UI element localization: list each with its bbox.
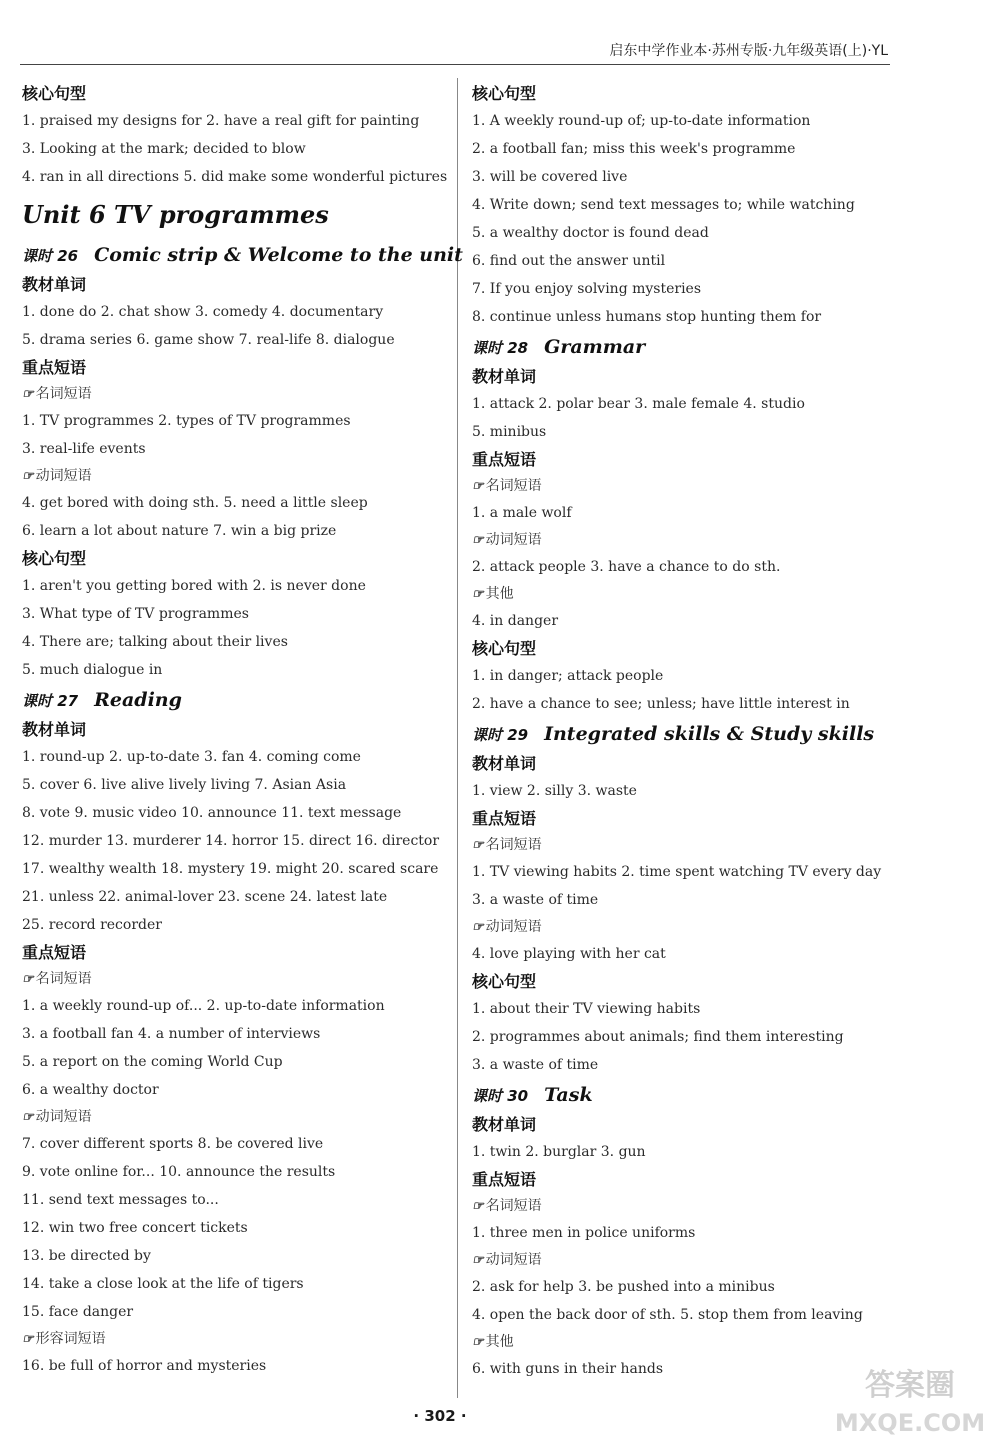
answer-line: 3. will be covered live (472, 169, 628, 185)
pointing-hand-icon: ☞ (22, 469, 34, 484)
header-rule (20, 64, 890, 65)
section-heading: 教材单词 (472, 367, 537, 386)
lesson-number: 课时 26 (22, 247, 79, 265)
answer-line: 4. open the back door of sth. 5. stop them from leaving (472, 1307, 863, 1323)
lesson-heading-29 (472, 718, 892, 750)
phrase-category: ☞ 动词短语 (22, 468, 92, 484)
unit-title: Unit 6 TV programmes (22, 200, 329, 229)
answer-line: 12. murder 13. murderer 14. horror 15. direct 16. director (22, 833, 440, 849)
answer-line: 15. face danger (22, 1304, 134, 1320)
phrase-category: ☞ 动词短语 (472, 919, 542, 935)
pointing-hand-icon: ☞ (472, 1199, 484, 1214)
lesson-number: 课时 30 (472, 1087, 529, 1105)
answer-line: 6. learn a lot about nature 7. win a big prize (22, 523, 337, 539)
answer-line: 4. There are; talking about their lives (22, 634, 288, 650)
lesson-title: Comic strip & Welcome to the unit (94, 244, 463, 266)
answer-line: 6. find out the answer until (472, 253, 666, 269)
answer-line: 1. done do 2. chat show 3. comedy 4. documentary (22, 304, 384, 320)
lesson-heading-26 (22, 239, 463, 271)
section-heading: 核心句型 (472, 972, 537, 991)
pointing-hand-icon: ☞ (472, 1335, 484, 1350)
pointing-hand-icon: ☞ (22, 387, 34, 402)
answer-line: 5. minibus (472, 424, 547, 440)
answer-line: 3. What type of TV programmes (22, 606, 249, 622)
left-column (22, 80, 463, 1380)
pointing-hand-icon: ☞ (22, 972, 34, 987)
answer-line: 14. take a close look at the life of tigers (22, 1276, 304, 1292)
answer-line: 1. a male wolf (472, 505, 572, 521)
lesson-heading-28 (472, 331, 892, 363)
page-header: 启东中学作业本·苏州专版·九年级英语(上)·YL (609, 43, 888, 59)
pointing-hand-icon: ☞ (472, 920, 484, 935)
answer-line: 12. win two free concert tickets (22, 1220, 248, 1236)
answer-line: 1. TV programmes 2. types of TV programmes (22, 413, 351, 429)
answer-line: 3. a football fan 4. a number of interviews (22, 1026, 321, 1042)
answer-line: 2. attack people 3. have a chance to do sth. (472, 559, 781, 575)
answer-line: 5. a report on the coming World Cup (22, 1054, 283, 1070)
lesson-title: Grammar (544, 336, 646, 358)
phrase-category: ☞ 动词短语 (472, 1252, 542, 1268)
section-heading: 核心句型 (22, 549, 87, 568)
answer-line: 1. view 2. silly 3. waste (472, 783, 637, 799)
answer-line: 2. a football fan; miss this week's programme (472, 141, 796, 157)
lesson-heading-27 (22, 684, 447, 716)
phrase-category: ☞ 其他 (472, 586, 514, 602)
answer-line: 2. have a chance to see; unless; have little interest in (472, 696, 850, 712)
answer-line: 4. in danger (472, 613, 559, 629)
answer-line: 3. a waste of time (472, 1057, 599, 1073)
pointing-hand-icon: ☞ (472, 1253, 484, 1268)
pointing-hand-icon: ☞ (472, 587, 484, 602)
watermark-logo (835, 1355, 985, 1445)
section-heading: 核心句型 (472, 639, 537, 658)
right-column (472, 80, 892, 1383)
answer-line: 8. continue unless humans stop hunting them for (472, 309, 822, 325)
watermark-text: 答案圈 (865, 1368, 955, 1403)
phrase-category: ☞ 名词短语 (472, 478, 542, 494)
lesson-title: Task (544, 1084, 593, 1106)
answer-line: 13. be directed by (22, 1248, 151, 1264)
pointing-hand-icon: ☞ (472, 533, 484, 548)
answer-line: 5. a wealthy doctor is found dead (472, 225, 709, 241)
answer-line: 8. vote 9. music video 10. announce 11. text message (22, 805, 402, 821)
phrase-category: ☞ 其他 (472, 1334, 514, 1350)
section-heading: 重点短语 (472, 809, 537, 828)
section-heading: 教材单词 (472, 1115, 537, 1134)
section-heading: 教材单词 (22, 720, 87, 739)
section-heading: 核心句型 (22, 84, 87, 103)
answer-line: 1. twin 2. burglar 3. gun (472, 1144, 646, 1160)
section-heading: 重点短语 (472, 450, 537, 469)
phrase-category: ☞ 动词短语 (472, 532, 542, 548)
answer-line: 2. programmes about animals; find them interesting (472, 1029, 844, 1045)
answer-line: 5. much dialogue in (22, 662, 163, 678)
answer-line: 16. be full of horror and mysteries (22, 1358, 267, 1374)
section-heading: 重点短语 (22, 943, 87, 962)
section-heading: 教材单词 (22, 275, 87, 294)
answer-line: 6. a wealthy doctor (22, 1082, 159, 1098)
answer-line: 1. TV viewing habits 2. time spent watching TV every day (472, 864, 882, 880)
lesson-number: 课时 27 (22, 692, 79, 710)
phrase-category: ☞ 名词短语 (22, 386, 92, 402)
answer-line: 1. A weekly round-up of; up-to-date information (472, 113, 811, 129)
phrase-category: ☞ 名词短语 (472, 837, 542, 853)
answer-line: 3. a waste of time (472, 892, 599, 908)
phrase-category: ☞ 形容词短语 (22, 1331, 106, 1347)
answer-line: 6. with guns in their hands (472, 1361, 664, 1377)
pointing-hand-icon: ☞ (472, 479, 484, 494)
section-heading: 重点短语 (472, 1170, 537, 1189)
answer-line: 5. cover 6. live alive lively living 7. Asian Asia (22, 777, 347, 793)
answer-line: 1. round-up 2. up-to-date 3. fan 4. coming come (22, 749, 361, 765)
answer-line: 4. ran in all directions 5. did make some wonderful pictures (22, 169, 448, 185)
answer-line: 4. Write down; send text messages to; while watching (472, 197, 855, 213)
pointing-hand-icon: ☞ (472, 838, 484, 853)
lesson-heading-30 (472, 1079, 892, 1111)
answer-line: 5. drama series 6. game show 7. real-life 8. dialogue (22, 332, 395, 348)
answer-line: 7. If you enjoy solving mysteries (472, 281, 702, 297)
answer-line: 25. record recorder (22, 917, 162, 933)
answer-line: 4. get bored with doing sth. 5. need a little sleep (22, 495, 368, 511)
answer-line: 21. unless 22. animal-lover 23. scene 24. latest late (22, 889, 388, 905)
pointing-hand-icon: ☞ (22, 1332, 34, 1347)
section-heading: 重点短语 (22, 358, 87, 377)
answer-line: 3. Looking at the mark; decided to blow (22, 141, 306, 157)
page-number: · 302 · (413, 1407, 467, 1425)
answer-line: 2. ask for help 3. be pushed into a minibus (472, 1279, 775, 1295)
phrase-category: ☞ 名词短语 (22, 971, 92, 987)
answer-line: 9. vote online for... 10. announce the results (22, 1164, 336, 1180)
answer-line: 7. cover different sports 8. be covered live (22, 1136, 324, 1152)
answer-line: 1. about their TV viewing habits (472, 1001, 701, 1017)
answer-line: 1. attack 2. polar bear 3. male female 4. studio (472, 396, 805, 412)
lesson-title: Reading (94, 689, 182, 711)
answer-line: 1. three men in police uniforms (472, 1225, 696, 1241)
answer-line: 1. praised my designs for 2. have a real gift for painting (22, 113, 420, 129)
answer-line: 1. in danger; attack people (472, 668, 664, 684)
lesson-title: Integrated skills & Study skills (544, 723, 875, 745)
phrase-category: ☞ 名词短语 (472, 1198, 542, 1214)
answer-line: 3. real-life events (22, 441, 146, 457)
lesson-number: 课时 28 (472, 339, 529, 357)
pointing-hand-icon: ☞ (22, 1110, 34, 1125)
answer-line: 1. a weekly round-up of... 2. up-to-date information (22, 998, 385, 1014)
lesson-number: 课时 29 (472, 726, 529, 744)
watermark-url: MXQE.COM (835, 1409, 985, 1437)
phrase-category: ☞ 动词短语 (22, 1109, 92, 1125)
answer-line: 4. love playing with her cat (472, 946, 666, 962)
column-divider (457, 78, 458, 1398)
answer-line: 17. wealthy wealth 18. mystery 19. might 20. scared scare (22, 861, 439, 877)
answer-line: 11. send text messages to... (22, 1192, 219, 1208)
answer-line: 1. aren't you getting bored with 2. is never done (22, 578, 366, 594)
section-heading: 核心句型 (472, 84, 537, 103)
section-heading: 教材单词 (472, 754, 537, 773)
